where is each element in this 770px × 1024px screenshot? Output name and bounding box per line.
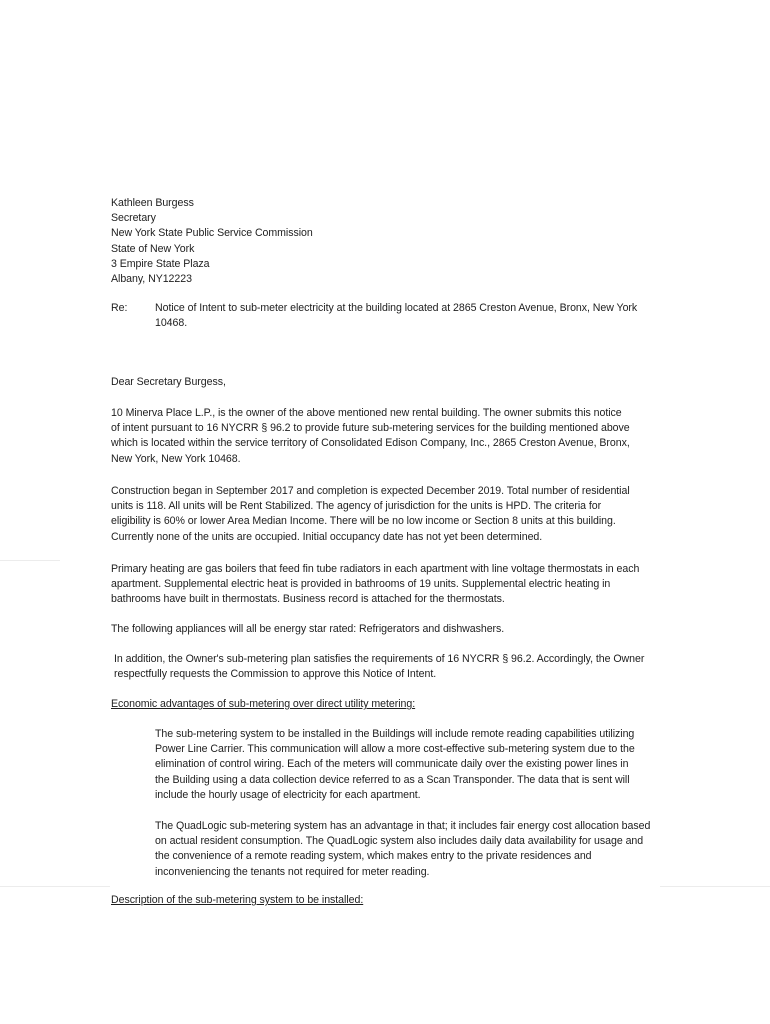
recipient-address-block [111, 196, 313, 287]
paragraph-remote-reading [155, 727, 635, 803]
paragraph-line: 10 Minerva Place L.P., is the owner of the above mentioned new rental building. The owner submits this notice [111, 407, 622, 419]
recipient-city: Albany, NY12223 [111, 273, 192, 286]
re-subject-line: Notice of Intent to sub-meter electricity at the building located at 2865 Creston Avenue, Bronx, New York [155, 302, 638, 314]
paragraph-heating [111, 562, 639, 608]
recipient-organization: New York State Public Service Commission [111, 227, 313, 240]
paragraph-line: elimination of control wiring. Each of the meters will communicate daily over the existing power lines in [155, 758, 629, 771]
salutation: Dear Secretary Burgess, [111, 376, 226, 388]
paragraph-quadlogic [155, 819, 650, 880]
paragraph-line: Primary heating are gas boilers that feed fin tube radiators in each apartment with line voltage thermostats in each [111, 563, 640, 575]
paragraph-line: which is located within the service territory of Consolidated Edison Company, Inc., 2865 Creston Avenue, Bronx, [111, 437, 630, 450]
paragraph-line: The following appliances will all be energy star rated: Refrigerators and dishwashers. [111, 623, 505, 635]
paragraph-line: In addition, the Owner's sub-metering plan satisfies the requirements of 16 NYCRR § 96.2. Accordingly, the Owner [114, 653, 645, 665]
paragraph-line: inconveniencing the tenants not required for meter reading. [155, 865, 430, 878]
paragraph-construction [111, 484, 630, 545]
paragraph-line: eligibility is 60% or lower Area Median Income. There will be no low income or Section 8 units at this building. [111, 515, 616, 528]
recipient-title: Secretary [111, 212, 156, 225]
paragraph-line: apartment. Supplemental electric heat is provided in bathrooms of 19 units. Supplemental electric heating in [111, 578, 611, 591]
re-subject [155, 301, 637, 331]
paragraph-line: New York, New York 10468. [111, 452, 241, 465]
paragraph-appliances [111, 622, 504, 637]
paragraph-line: Currently none of the units are occupied. Initial occupancy date has not yet been determined. [111, 530, 543, 543]
paragraph-line: the Building using a data collection device referred to as a Scan Transponder. The data that is sent will [155, 773, 630, 786]
paragraph-line: respectfully requests the Commission to approve this Notice of Intent. [114, 668, 437, 681]
recipient-name: Kathleen Burgess [111, 197, 194, 209]
paragraph-line: include the hourly usage of electricity for each apartment. [155, 788, 421, 801]
scan-artifact-line [0, 560, 60, 561]
paragraph-line: bathrooms have built in thermostats. Business record is attached for the thermostats. [111, 593, 505, 606]
paragraph-line: on actual resident consumption. The QuadLogic system also includes daily data availability for usage and [155, 835, 644, 848]
section-heading-description: Description of the sub-metering system to be installed: [111, 894, 364, 906]
paragraph-ownership [111, 406, 630, 467]
paragraph-line: of intent pursuant to 16 NYCRR § 96.2 to provide future sub-metering services for the building mentioned above [111, 422, 630, 435]
scan-artifact-line [660, 886, 770, 887]
scan-artifact-line [0, 886, 110, 887]
paragraph-line: The sub-metering system to be installed in the Buildings will include remote reading capabilities utilizing [155, 728, 635, 740]
paragraph-line: the convenience of a remote reading system, which makes entry to the private residences and [155, 850, 592, 863]
recipient-state: State of New York [111, 242, 195, 255]
paragraph-line: The QuadLogic sub-metering system has an advantage in that; it includes fair energy cost allocation based [155, 820, 651, 832]
paragraph-line: Power Line Carrier. This communication will allow a more cost-effective sub-metering system due to the [155, 743, 635, 756]
recipient-street: 3 Empire State Plaza [111, 257, 210, 270]
paragraph-line: units is 118. All units will be Rent Stabilized. The agency of jurisdiction for the units is HPD. The criteria for [111, 500, 602, 513]
re-subject-line: 10468. [155, 317, 188, 330]
paragraph-line: Construction began in September 2017 and completion is expected December 2019. Total number of residential [111, 485, 630, 497]
re-label: Re: [111, 302, 128, 314]
section-heading-advantages: Economic advantages of sub-metering over direct utility metering: [111, 698, 416, 710]
paragraph-request [114, 652, 644, 682]
